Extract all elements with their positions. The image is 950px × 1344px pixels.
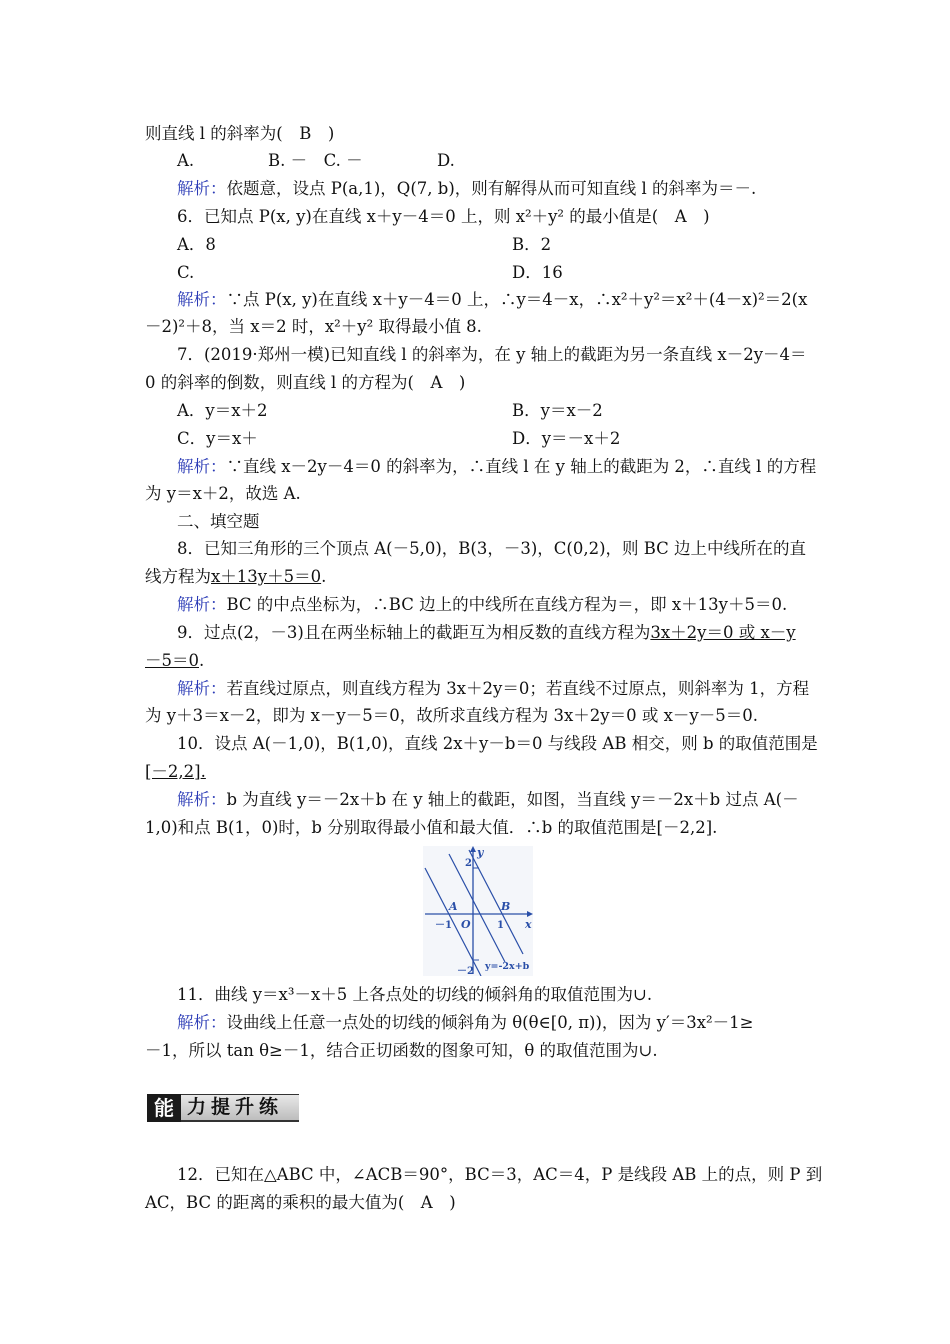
solution-label: 解析： [177, 179, 227, 198]
tick-label-1: 1 [497, 920, 504, 931]
text-line: 0 的斜率的倒数，则直线 l 的方程为( A ) [145, 373, 466, 392]
text-line: －1，所以 tan θ≥－1，结合正切函数的图象可知，θ 的取值范围为∪. [145, 1041, 658, 1060]
banner-box: 能 [147, 1094, 181, 1122]
question-7: 7．(2019·郑州一模)已知直线 l 的斜率为，在 y 轴上的截距为另一条直线 x－2y－4＝ [177, 345, 807, 364]
text: . [199, 651, 205, 670]
option-a: A. [177, 151, 195, 170]
text-line: 1,0)和点 B(1，0)时，b 分别取得最小值和最大值．∴b 的取值范围是[－2,2]. [145, 818, 718, 837]
option-b: B．2 [512, 235, 552, 254]
solution-label: 解析： [177, 790, 227, 809]
point-a-label: A [449, 900, 458, 913]
solution-line [177, 178, 756, 200]
option-b-c: B. － C. － [268, 151, 363, 170]
section-banner [147, 1094, 299, 1122]
question-9 [177, 622, 796, 644]
solution-line [177, 789, 799, 811]
solution-line [177, 1012, 753, 1034]
text-line: 则直线 l 的斜率为( B ) [145, 124, 335, 143]
tick-label-2: 2 [465, 858, 472, 869]
tick-label-neg1: －1 [435, 920, 452, 931]
text: . [321, 567, 327, 586]
option-c: C. [177, 263, 195, 282]
solution-line [177, 289, 807, 311]
text-line: －2)²＋8，当 x＝2 时，x²＋y² 取得最小值 8. [145, 317, 482, 336]
solution-text: ∵点 P(x, y)在直线 x＋y－4＝0 上，∴y＝4－x，∴x²＋y²＝x²＋(4－x)²＝2(x [226, 290, 808, 309]
option-d: D．16 [512, 263, 563, 282]
option-b: B．y＝x－2 [512, 401, 603, 420]
text: . [200, 762, 206, 781]
question-6: 6．已知点 P(x, y)在直线 x＋y－4＝0 上，则 x²＋y² 的最小值是( A ) [177, 207, 710, 226]
question-8: 8．已知三角形的三个顶点 A(－5,0)，B(3，－3)，C(0,2)，则 BC 边上中线所在的直 [177, 539, 807, 558]
solution-text: 依题意，设点 P(a,1)，Q(7, b)，则有解得从而可知直线 l 的斜率为＝－. [226, 179, 757, 198]
option-a: A．y＝x＋2 [177, 401, 268, 420]
question-11: 11．曲线 y＝x³－x＋5 上各点处的切线的倾斜角的取值范围为∪. [177, 985, 653, 1004]
origin-label: O [461, 918, 471, 931]
option-d: D．y＝－x＋2 [512, 429, 621, 448]
text-line [145, 566, 326, 588]
banner-title: 力提升练 [181, 1094, 299, 1122]
section-heading: 二、填空题 [177, 512, 260, 531]
text-line [145, 761, 206, 783]
text: 9．过点(2，－3)且在两坐标轴上的截距互为相反数的直线方程为 [177, 623, 651, 642]
solution-label: 解析： [177, 595, 227, 614]
solution-line [177, 594, 787, 616]
answer: [－2,2] [145, 762, 201, 781]
solution-label: 解析： [177, 1013, 227, 1032]
solution-line [177, 456, 816, 478]
text-line [145, 650, 204, 672]
answer: x＋13y＋5＝0 [211, 567, 322, 586]
solution-text: ∵直线 x－2y－4＝0 的斜率为，∴直线 l 在 y 轴上的截距为 2，∴直线 l 的方程 [226, 457, 817, 476]
option-c: C．y＝x＋ [177, 429, 258, 448]
x-axis-label: x [525, 918, 532, 931]
solution-label: 解析： [177, 457, 227, 476]
line-graph-figure [423, 846, 533, 976]
text-line: 为 y＝x＋2，故选 A. [145, 484, 301, 503]
solution-text: 设曲线上任意一点处的切线的倾斜角为 θ(θ∈[0, π))，因为 y′＝3x²－1≥ [226, 1013, 754, 1032]
text-line: AC，BC 的距离的乘积的最大值为( A ) [145, 1193, 456, 1212]
question-10: 10．设点 A(－1,0)，B(1,0)，直线 2x＋y－b＝0 与线段 AB 相交，则 b 的取值范围是 [177, 734, 818, 753]
solution-text: 若直线过原点，则直线方程为 3x＋2y＝0；若直线不过原点，则斜率为 1，方程 [226, 679, 810, 698]
solution-label: 解析： [177, 679, 227, 698]
text-line: 为 y＋3＝x－2，即为 x－y－5＝0，故所求直线方程为 3x＋2y＝0 或 x－y－5＝0. [145, 706, 758, 725]
option-d: D. [437, 151, 455, 170]
question-12: 12．已知在△ABC 中，∠ACB＝90°，BC＝3，AC＝4，P 是线段 AB 上的点，则 P 到 [177, 1165, 823, 1184]
y-axis-label: y [477, 846, 484, 859]
solution-text: BC 的中点坐标为，∴BC 边上的中线所在直线方程为＝，即 x＋13y＋5＝0. [226, 595, 788, 614]
tick-label-neg2: －2 [457, 966, 474, 976]
solution-text: b 为直线 y＝－2x＋b 在 y 轴上的截距，如图，当直线 y＝－2x＋b 过点 A(－ [226, 790, 799, 809]
point-b-label: B [501, 900, 511, 913]
line-equation-label: y=-2x+b [485, 961, 530, 972]
answer: －5＝0 [145, 651, 199, 670]
option-a: A．8 [177, 235, 216, 254]
solution-label: 解析： [177, 290, 227, 309]
text: 线方程为 [145, 567, 211, 586]
solution-line [177, 678, 809, 700]
answer: 3x＋2y＝0 或 x－y [650, 623, 796, 642]
